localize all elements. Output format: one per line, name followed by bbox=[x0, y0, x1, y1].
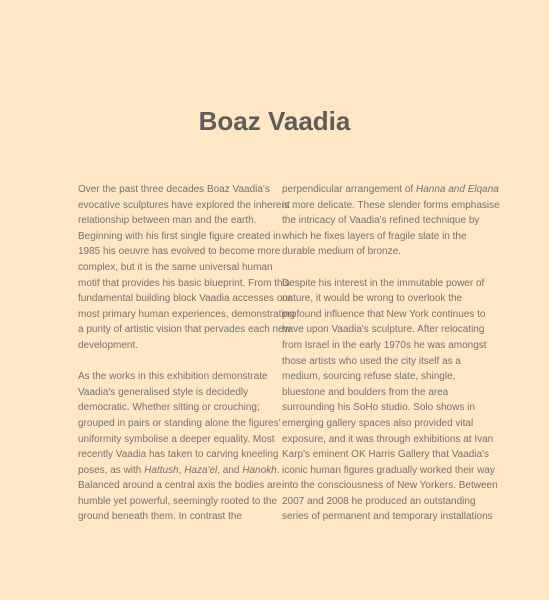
text-line bbox=[282, 307, 486, 323]
text-run: evocative sculptures have explored the inherent bbox=[78, 199, 290, 211]
text-line bbox=[78, 385, 274, 401]
text-line bbox=[78, 509, 274, 525]
text-run: fundamental building block Vaadia accesses our bbox=[78, 293, 292, 305]
text-line bbox=[282, 385, 478, 401]
text-run: humble yet powerful, seemingly rooted to the bbox=[78, 495, 277, 507]
text-run: emerging gallery spaces also provided vital bbox=[282, 417, 474, 429]
text-run: Vaadia's generalised style is decidedly bbox=[78, 386, 249, 398]
text-line bbox=[78, 494, 277, 510]
text-line bbox=[282, 494, 478, 510]
text-line bbox=[282, 463, 495, 479]
paragraph bbox=[282, 182, 500, 260]
text-line bbox=[282, 198, 500, 214]
text-line bbox=[78, 229, 281, 245]
text-line bbox=[78, 416, 281, 432]
text-run: is more delicate. These slender forms emphasise bbox=[282, 199, 500, 211]
text-run: development. bbox=[78, 339, 139, 351]
text-run: exposure, and it was through exhibitions at Ivan bbox=[282, 433, 494, 445]
text-line bbox=[78, 322, 291, 338]
text-run: . bbox=[276, 464, 280, 476]
text-run: Despite his interest in the immutable power of bbox=[282, 277, 485, 289]
text-run: have upon Vaadia's sculpture. After relocating bbox=[282, 324, 485, 336]
italic-title-text: Haza'el bbox=[184, 464, 218, 476]
text-run: perpendicular arrangement of bbox=[282, 184, 416, 195]
text-run: democratic. Whether sitting or crouching; bbox=[78, 402, 260, 414]
text-line bbox=[282, 322, 485, 338]
text-line bbox=[78, 432, 274, 448]
text-line bbox=[78, 338, 274, 354]
text-line bbox=[78, 447, 279, 463]
text-run: As the works in this exhibition demonstrate bbox=[78, 371, 268, 383]
text-line bbox=[78, 260, 274, 276]
text-line bbox=[78, 182, 274, 198]
text-line bbox=[78, 369, 274, 385]
text-run: profound influence that New York continues to bbox=[282, 308, 486, 320]
text-run: series of permanent and temporary installations bbox=[282, 511, 493, 523]
text-run: which he fixes layers of fragile slate in the bbox=[282, 230, 467, 242]
italic-title-text: Hanna and Elqana bbox=[415, 184, 499, 195]
text-line bbox=[78, 276, 290, 292]
text-run: surrounding his SoHo studio. Solo shows in bbox=[282, 402, 475, 414]
text-line bbox=[282, 447, 490, 463]
paragraph bbox=[282, 276, 498, 526]
text-run: medium, sourcing refuse slate, shingle, bbox=[282, 371, 456, 383]
text-run: poses, as with bbox=[78, 464, 145, 476]
text-line bbox=[78, 198, 290, 214]
text-run: Beginning with his first single figure created in bbox=[78, 230, 281, 242]
text-run: , and bbox=[217, 464, 243, 476]
text-run: those artists who used the city itself as a bbox=[282, 355, 461, 367]
text-line bbox=[282, 509, 493, 525]
text-line bbox=[282, 400, 478, 416]
text-line bbox=[282, 244, 478, 260]
text-line bbox=[282, 416, 478, 432]
text-run: motif that provides his basic blueprint. From this bbox=[78, 277, 290, 289]
text-line bbox=[78, 291, 292, 307]
italic-title-text: Hanokh bbox=[242, 464, 277, 476]
text-line bbox=[78, 478, 282, 494]
text-run: recently Vaadia has taken to carving kneeling bbox=[78, 449, 279, 461]
text-run: grouped in pairs or standing alone the figures' bbox=[78, 417, 281, 429]
text-run: into the consciousness of New Yorkers. Between bbox=[282, 480, 498, 492]
text-column-right bbox=[282, 182, 500, 541]
text-line bbox=[282, 182, 499, 198]
text-run: most primary human experiences, demonstrating bbox=[78, 308, 295, 320]
text-run: 2007 and 2008 he produced an outstanding bbox=[282, 495, 476, 507]
text-line bbox=[282, 213, 478, 229]
text-line bbox=[78, 463, 280, 479]
text-run: complex, but it is the same universal human bbox=[78, 261, 273, 273]
text-run: uniformity symbolise a deeper equality. Most bbox=[78, 433, 275, 445]
text-run: bluestone and boulders from the area bbox=[282, 386, 449, 398]
text-line bbox=[282, 291, 478, 307]
text-run: relationship between man and the earth. bbox=[78, 215, 257, 227]
text-run: from Israel in the early 1970s he was amongst bbox=[282, 339, 487, 351]
italic-title-text: Hattush bbox=[144, 464, 179, 476]
text-column-left bbox=[78, 182, 295, 541]
text-line bbox=[78, 307, 295, 323]
text-run: a purity of artistic vision that pervades each new bbox=[78, 324, 291, 336]
paragraph bbox=[78, 182, 295, 354]
text-run: iconic human figures gradually worked their way bbox=[282, 464, 495, 476]
text-line bbox=[78, 244, 281, 260]
text-run: ground beneath them. In contrast the bbox=[78, 511, 242, 523]
text-run: 1985 his oeuvre has evolved to become more bbox=[78, 246, 281, 258]
paragraph bbox=[78, 369, 282, 525]
text-run: Karp's eminent OK Harris Gallery that Vaadia's bbox=[282, 449, 490, 461]
page-title: Boaz Vaadia bbox=[198, 106, 351, 136]
text-run: Over the past three decades Boaz Vaadia's bbox=[78, 184, 270, 195]
text-run: nature, it would be wrong to overlook the bbox=[282, 293, 463, 305]
text-line bbox=[282, 229, 478, 245]
text-line bbox=[282, 432, 494, 448]
text-line bbox=[78, 400, 274, 416]
text-line bbox=[282, 354, 478, 370]
text-line bbox=[282, 369, 478, 385]
text-line bbox=[282, 478, 498, 494]
text-run: , bbox=[178, 464, 185, 476]
text-run: Balanced around a central axis the bodies are bbox=[78, 480, 282, 492]
text-line bbox=[78, 213, 274, 229]
text-line bbox=[282, 338, 487, 354]
text-run: durable medium of bronze. bbox=[282, 246, 401, 258]
text-line bbox=[282, 276, 485, 292]
text-run: the intricacy of Vaadia's refined technique by bbox=[282, 215, 480, 227]
